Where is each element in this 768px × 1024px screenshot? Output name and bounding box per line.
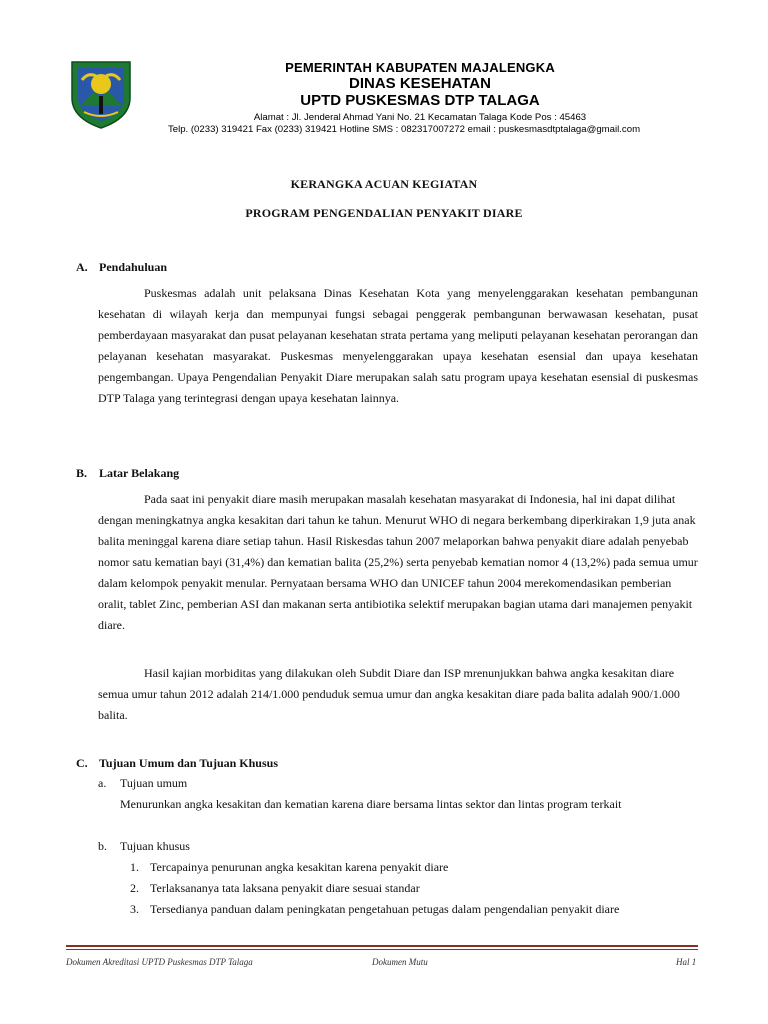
list-item-number: 2. — [130, 881, 139, 895]
section-b-label: B. — [76, 466, 88, 480]
footer-page-number: Hal 1 — [676, 957, 697, 967]
list-item-number: 1. — [130, 860, 139, 874]
subsection-b-title: Tujuan khusus — [120, 839, 190, 853]
section-a-title: Pendahuluan — [99, 260, 168, 274]
majalengka-emblem-icon — [66, 58, 136, 130]
list-item — [130, 899, 619, 920]
letterhead-agency: DINAS KESEHATAN — [349, 75, 491, 92]
section-b-text-1: Pada saat ini penyakit diare masih merupakan masalah kesehatan masyarakat di Indonesia, hal ini dapat dilihat dengan meningkatnya angka kesakitan dari tahun ke tahun. Menurut WHO di negara berkembang diperkirakan 1,9 juta anak balita meninggal karena diare setiap tahun. Hasil Riskesdas tahun 2007 melaporkan bahwa penyakit diare adalah penyebab nomor satu kematian bayi (31,4%) dan kematian balita (25,2%) serta penyebab kematian nomor 4 (13,2%) pada semua umur dalam kelompok penyakit menular. Pernyataan bersama WHO dan UNICEF tahun 2004 merekomendasikan pemberian oralit, tablet Zinc, pemberian ASI dan makanan serta antibiotika selektif merupakan bagian utama dari manajemen penyakit diare. — [98, 492, 698, 632]
footer-document-type: Dokumen Mutu — [372, 957, 428, 967]
footer-rule — [66, 945, 698, 947]
list-item-text: Tercapainya penurunan angka kesakitan karena penyakit diare — [150, 860, 449, 874]
subsection-general-goal — [98, 773, 187, 794]
section-b-paragraph-2 — [98, 663, 698, 726]
document-subtitle: PROGRAM PENGENDALIAN PENYAKIT DIARE — [245, 206, 523, 220]
general-goal-text: Menurunkan angka kesakitan dan kematian karena diare bersama lintas sektor dan lintas program terkait — [120, 797, 622, 811]
list-item-number: 3. — [130, 902, 139, 916]
letterhead — [140, 60, 700, 136]
subsection-b-label: b. — [98, 839, 107, 853]
section-a-text: Puskesmas adalah unit pelaksana Dinas Kesehatan Kota yang menyelenggarakan kesehatan pembangunan kesehatan di wilayah kerja dan mempunyai fungsi sebagai penggerak pembangunan berwawasan kesehatan, pusat pemberdayaan masyarakat dan pusat pelayanan kesehatan strata pertama yang meliputi pelayanan kesehatan perorangan dan pelayanan kesehatan masyarakat. Puskesmas menyelenggarakan upaya kesehatan esensial dan upaya kesehatan pengembangan. Upaya Pengendalian Penyakit Diare merupakan salah satu program upaya kesehatan esensial di puskesmas DTP Talaga yang terintegrasi dengan upaya kesehatan lainnya. — [98, 286, 698, 405]
section-b-text-2: Hasil kajian morbiditas yang dilakukan oleh Subdit Diare dan ISP mrenunjukkan bahwa angka kesakitan diare semua umur tahun 2012 adalah 214/1.000 penduduk semua umur dan angka kesakitan diare pada balita adalah 900/1.000 balita. — [98, 666, 680, 722]
section-a-paragraph — [98, 283, 698, 409]
list-item-text: Tersedianya panduan dalam peningkatan pengetahuan petugas dalam pengendalian penyakit diare — [150, 902, 620, 916]
footer-document-name: Dokumen Akreditasi UPTD Puskesmas DTP Talaga — [66, 957, 253, 967]
list-item-text: Terlaksananya tata laksana penyakit diare sesuai standar — [150, 881, 420, 895]
section-c-heading — [76, 756, 278, 771]
subsection-specific-goals — [98, 836, 190, 857]
subsection-a-label: a. — [98, 776, 107, 790]
list-item — [130, 857, 448, 878]
subsection-a-title: Tujuan umum — [120, 776, 188, 790]
letterhead-contact: Telp. (0233) 319421 Fax (0233) 319421 Hotline SMS : 082317007272 email : puskesmasdtptalaga@gmail.com — [167, 124, 641, 135]
section-a-heading — [76, 260, 167, 275]
section-b-heading — [76, 466, 179, 481]
section-b-paragraph-1 — [98, 489, 698, 636]
section-c-label: C. — [76, 756, 88, 770]
document-title: KERANGKA ACUAN KEGIATAN — [290, 177, 478, 191]
letterhead-address: Alamat : Jl. Jenderal Ahmad Yani No. 21 Kecamatan Talaga Kode Pos : 45463 — [253, 112, 587, 123]
section-c-title: Tujuan Umum dan Tujuan Khusus — [99, 756, 278, 770]
letterhead-unit: UPTD PUSKESMAS DTP TALAGA — [300, 92, 540, 109]
letterhead-government: PEMERINTAH KABUPATEN MAJALENGKA — [285, 60, 555, 75]
list-item — [130, 878, 420, 899]
section-b-title: Latar Belakang — [99, 466, 180, 480]
section-a-label: A. — [76, 260, 88, 274]
footer-rule-thin — [66, 949, 698, 950]
